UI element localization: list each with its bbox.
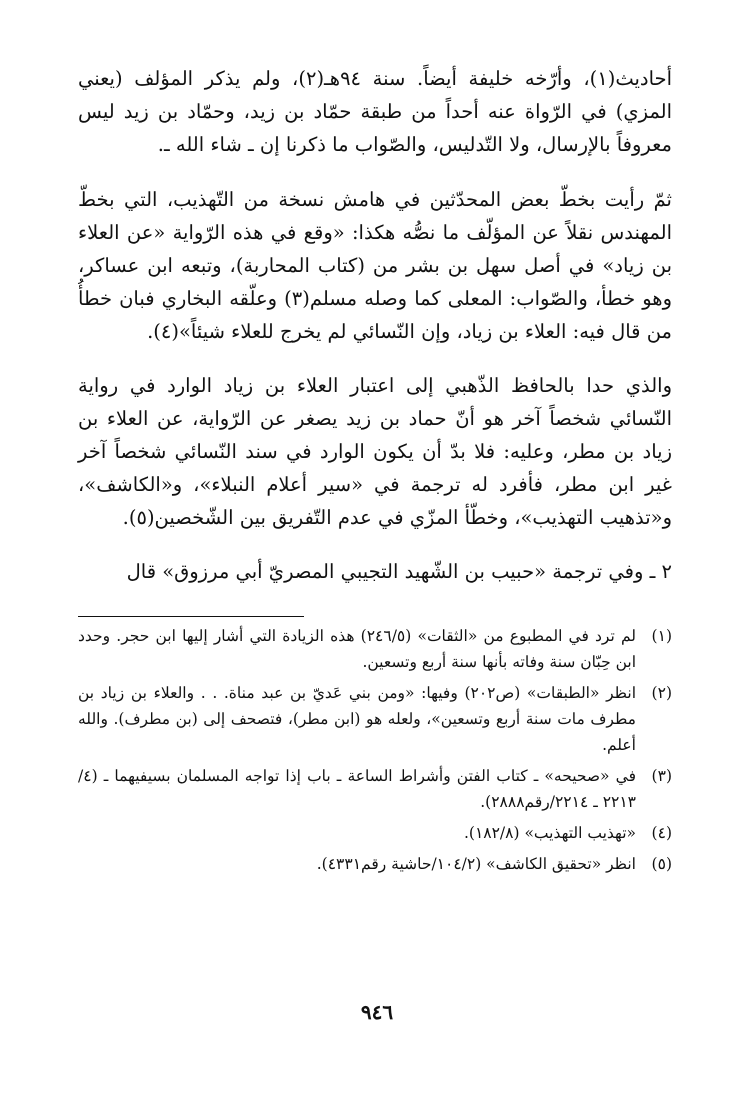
page-number: ٩٤٦ xyxy=(360,1000,394,1024)
footnote-5 xyxy=(78,851,672,877)
footnote-number: (٣) xyxy=(651,767,672,785)
footnote-1 xyxy=(78,623,672,675)
footnote-3 xyxy=(78,763,672,815)
footnote-4 xyxy=(78,820,672,846)
footnote-separator xyxy=(78,616,304,617)
footnote-number: (٥) xyxy=(651,855,672,873)
footnote-number: (١) xyxy=(651,627,672,645)
footnote-2 xyxy=(78,680,672,758)
footnote-text: في «صحيحه» ـ كتاب الفتن وأشراط الساعة ـ باب إذا تواجه المسلمان بسيفيهما ـ (٤/ ٢٢١٣ ـ ٢٢١٤/رقم٢٨٨٨). xyxy=(78,767,636,811)
footnote-text: لم ترد في المطبوع من «الثقات» (٢٤٦/٥) هذه الزيادة التي أشار إليها ابن حجر. وحدد ابن حِبّان سنة وفاته بأنها سنة أربع وتسعين. xyxy=(78,627,637,671)
body-paragraph-1: أحاديث(١)، وأرّخه خليفة أيضاً. سنة ٩٤هـ(٢)، ولم يذكر المؤلف (يعني المزي) في الرّواة عنه أحداً من طبقة حمّاد بن زيد، وحمّاد بن زيد ليس معروفاً بالإرسال، ولا التّدليس، والصّواب ما ذكرنا إن ـ شاء الله ـ. xyxy=(78,67,672,156)
footnote-number: (٤) xyxy=(651,824,672,842)
footnote-number: (٢) xyxy=(651,684,672,702)
footnote-text: «تهذيب التهذيب» (١٨٢/٨). xyxy=(463,824,636,842)
body-paragraph-4: ٢ ـ وفي ترجمة «حبيب بن الشّهيد التجيبي المصريّ أبي مرزوق» قال xyxy=(126,560,672,583)
body-paragraph-2: ثمّ رأيت بخطّ بعض المحدّثين في هامش نسخة من التّهذيب، التي بخطّ المهندس نقلاً عن المؤلّف ما نصُّه هكذا: «وقع في هذه الرّواية «عن العلاء بن زياد» في أصل سهل بن بشر من (كتاب المحاربة)، وتبعه ابن عساكر، وهو خطأ، والصّواب: المعلى كما وصله مسلم(٣) وعلّقه البخاري فبان خطأُ من قال فيه: العلاء بن زياد، وإن النّسائي لم يخرج للعلاء شيئاً»(٤). xyxy=(78,188,673,343)
footnote-text: انظر «تحقيق الكاشف» (١٠٤/٢/حاشية رقم٤٣٣١). xyxy=(316,855,636,873)
body-paragraph-3: والذي حدا بالحافظ الذّهبي إلى اعتبار العلاء بن زياد الوارد في رواية النّسائي شخصاً آخر هو أنّ حماد بن زيد يصغر عن الرّواية، عن العلاء بن زياد بن مطر، وعليه: فلا بدّ أن يكون الوارد في سند النّسائي شخصاً آخر غير ابن مطر، فأفرد له ترجمة في «سير أعلام النبلاء»، و«الكاشف»، و«تذهيب التهذيب»، وخطّأ المزّي في عدم التّفريق بين الشّخصين(٥). xyxy=(78,374,672,529)
footnotes xyxy=(78,623,672,877)
footnote-text: انظر «الطبقات» (ص٢٠٢) وفيها: «ومن بني عَديّ بن عبد مناة. . . والعلاء بن زياد بن مطرف مات سنة أربع وتسعين»، ولعله هو (ابن مطر)، فتصحف إلى (بن مطرف). والله أعلم. xyxy=(78,684,636,754)
